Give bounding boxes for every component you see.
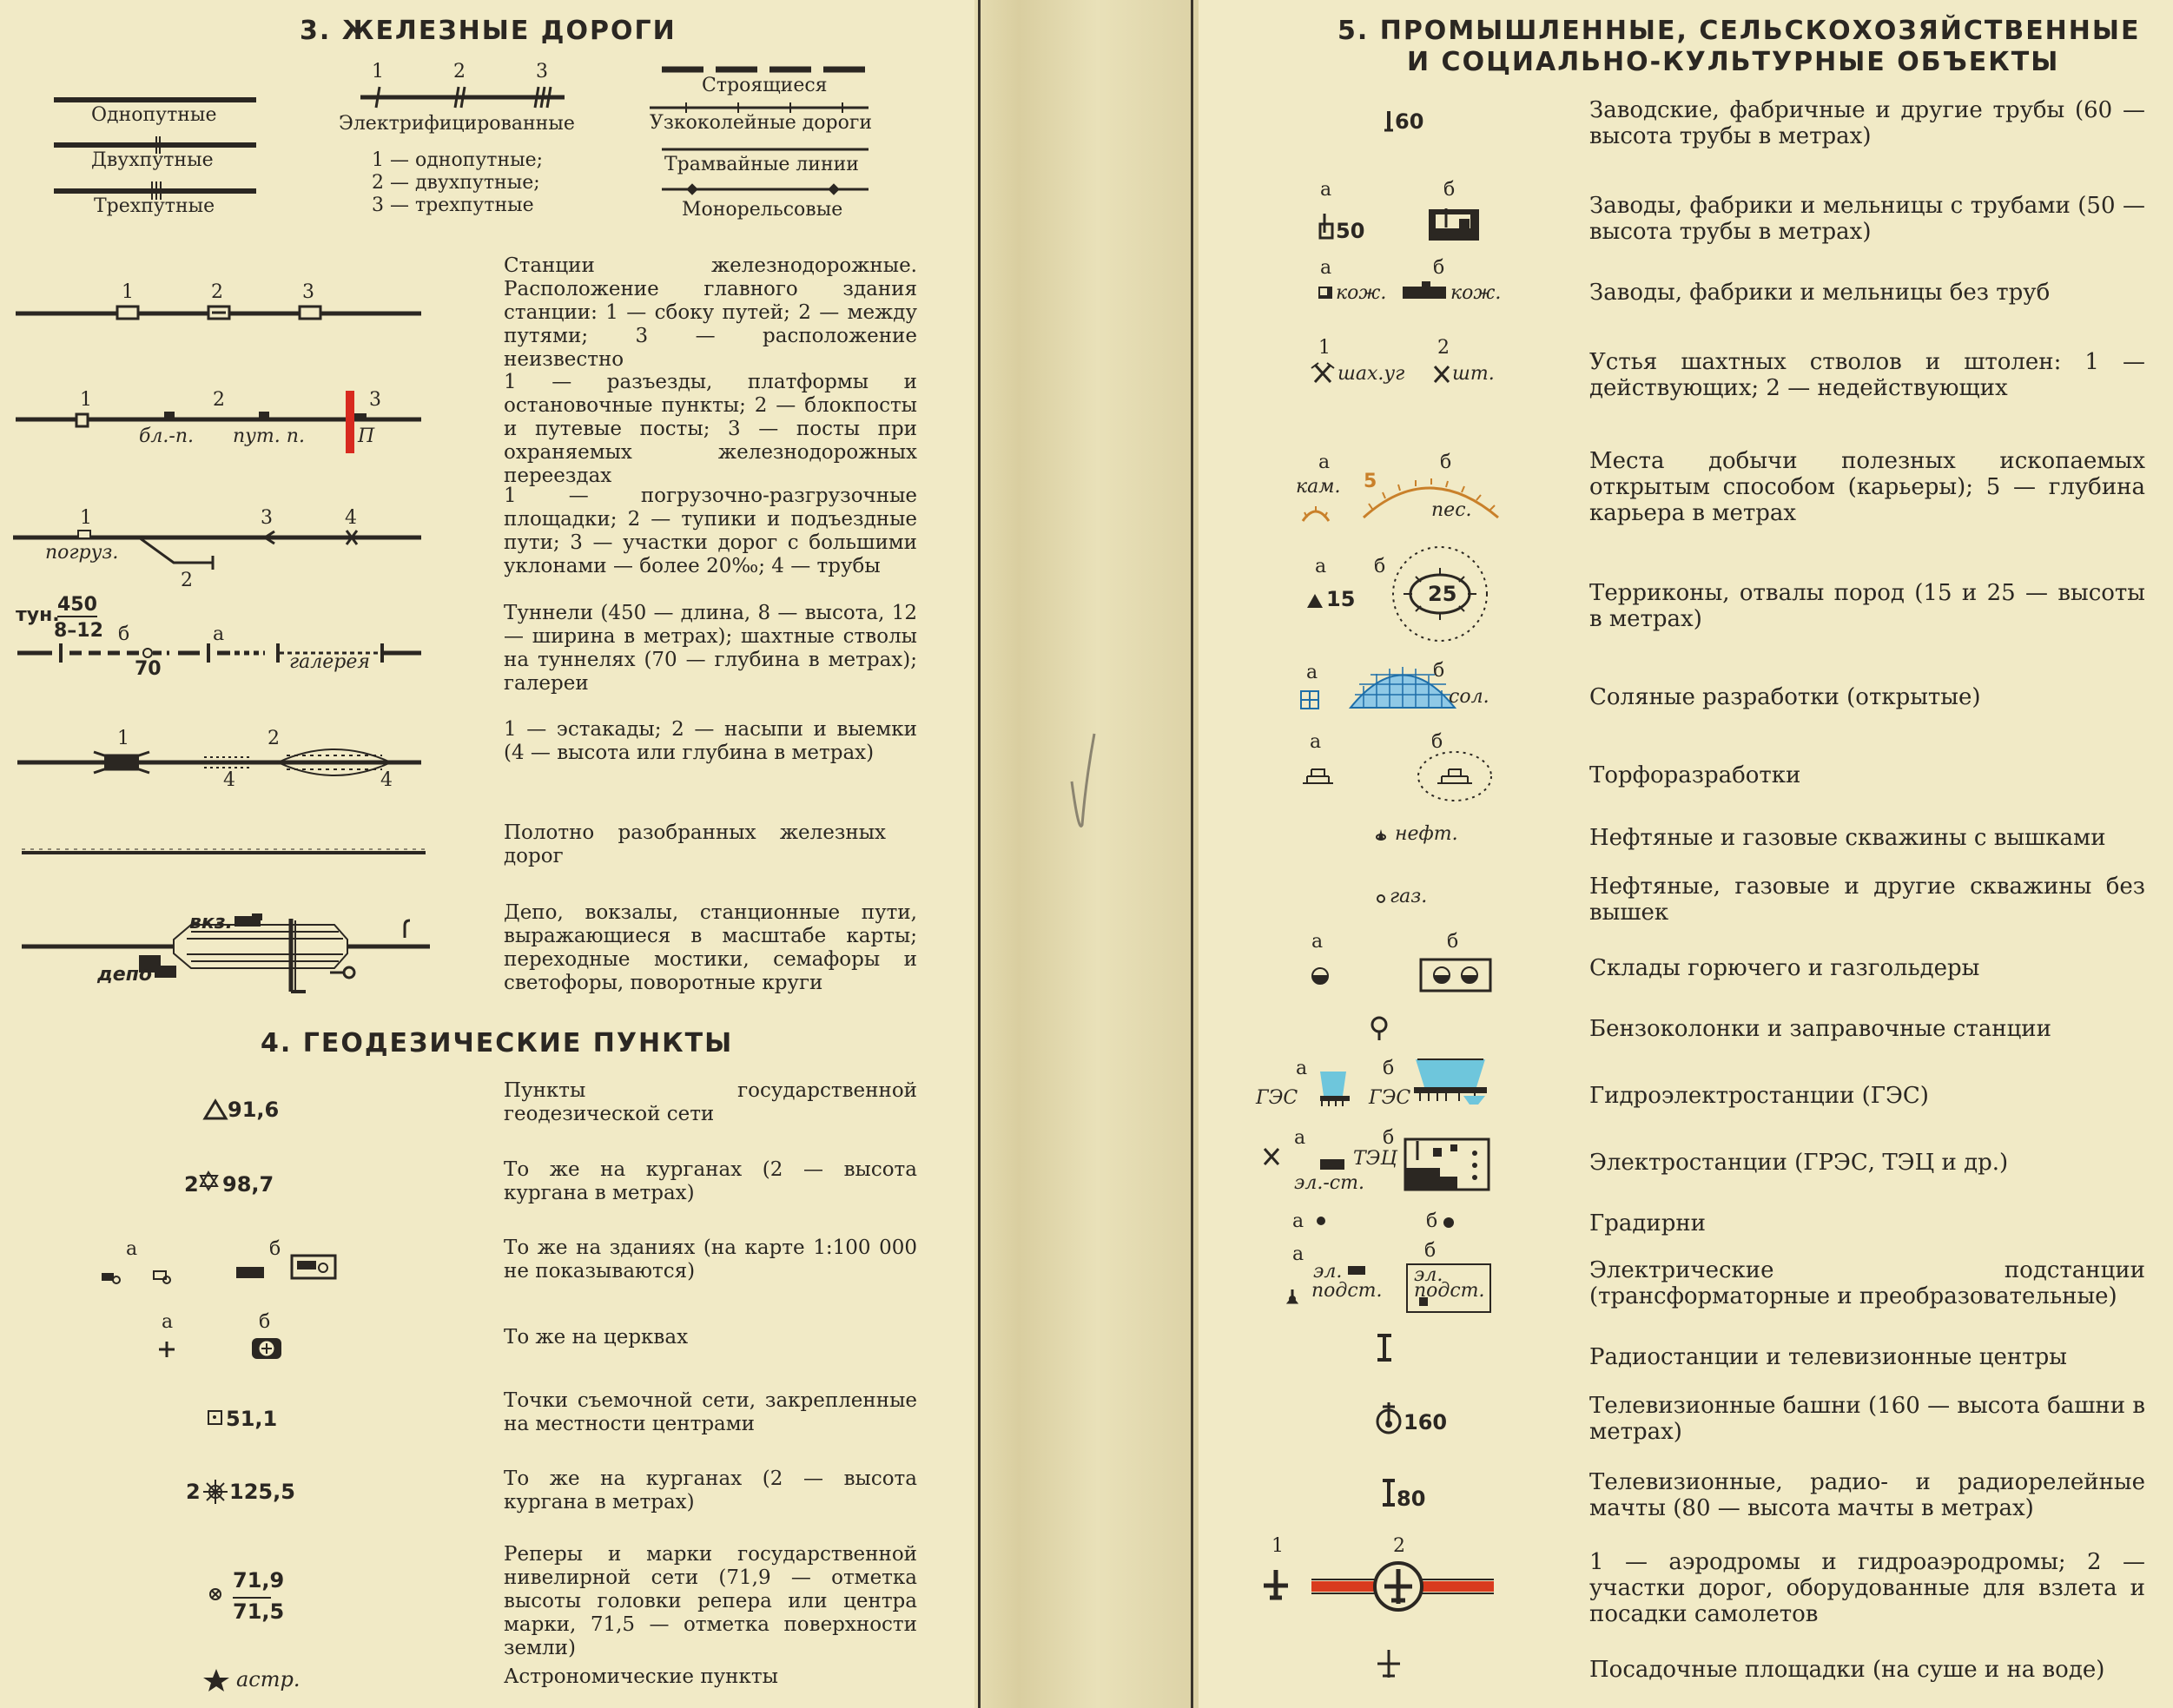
ges-b-label: б <box>1383 1058 1395 1079</box>
fuel-b-label: б <box>1447 931 1459 953</box>
narrow-gauge-label: Узкоколейные дороги <box>650 112 873 134</box>
station-building-label: вкз. <box>189 912 233 933</box>
entry-tunnels: Туннели (450 — длина, 8 — высота, 12 — ширина в метрах); шахтные стволы на туннелях (70 — глубина в метрах); галереи <box>504 602 917 695</box>
substation-podst-b: подст. <box>1414 1280 1485 1302</box>
entry-wells: Нефтяные, газовые и другие скважины без вышек <box>1589 874 2145 926</box>
entry-stations: Станции железнодорожные. Расположение главного здания станции: 1 — сбоку путей; 2 — между путями; 3 — расположение неизвестно <box>504 254 917 371</box>
section-title-industrial-1: 5. ПРОМЫШЛЕННЫЕ, СЕЛЬСКОХОЗЯЙСТВЕННЫЕ <box>1337 16 2141 46</box>
entry-cooling: Градирни <box>1589 1210 1706 1236</box>
power-b-label: б <box>1383 1127 1395 1149</box>
book-gutter <box>974 0 1199 1708</box>
trackpost-label: пут. п. <box>233 425 305 447</box>
entry-depot: Депо, вокзалы, станционные пути, выражающиеся в масштабе карты; переходные мостики, семафоры и светофоры, поворотные круги <box>504 901 917 994</box>
elec-num-3: 3 <box>536 61 548 82</box>
elec-legend-1: 1 — однопутные; <box>372 149 544 171</box>
quarry-kam-label: кам. <box>1296 476 1341 498</box>
salt-sol-label: сол. <box>1449 686 1489 708</box>
entry-landing: Посадочные площадки (на суше и на воде) <box>1589 1657 2105 1683</box>
loading-num-3: 3 <box>261 507 273 529</box>
entry-petrol: Бензоколонки и заправочные станции <box>1589 1016 2051 1042</box>
salt-b-label: б <box>1433 660 1445 682</box>
entry-oil-derricks: Нефтяные и газовые скважины с вышками <box>1589 825 2106 851</box>
chimney-height: 60 <box>1395 109 1424 134</box>
entry-tv-towers: Телевизионные башни (160 — высота башни в метрах) <box>1589 1393 2145 1445</box>
elec-num-2: 2 <box>453 61 466 82</box>
tv-tower-height: 160 <box>1404 1410 1448 1434</box>
bridge-num-4b: 4 <box>380 769 393 791</box>
bridge-num-2: 2 <box>267 728 280 749</box>
mine-num-2: 2 <box>1437 337 1450 359</box>
bridge-num-1: 1 <box>117 728 129 749</box>
entry-power: Электростанции (ГРЭС, ТЭЦ и др.) <box>1589 1150 2009 1176</box>
bridge-num-4a: 4 <box>223 769 235 791</box>
section-title-railways: 3. ЖЕЛЕЗНЫЕ ДОРОГИ <box>300 16 677 46</box>
tunnel-b-label: б <box>118 623 130 645</box>
entry-sidings: 1 — разъезды, платформы и остановочные пункты; 2 — блокпосты и путевые посты; 3 — посты при охраняемых железнодорожных переездах <box>504 371 917 487</box>
geo-church-b: б <box>259 1311 271 1333</box>
gas-label: газ. <box>1390 886 1428 907</box>
siding-num-1: 1 <box>80 389 92 411</box>
geo-entry-survey-kurgans: То же на курганах (2 — высота кургана в метрах) <box>504 1467 917 1513</box>
track-double-label: Двухпутные <box>91 149 214 171</box>
mine-num-1: 1 <box>1318 337 1331 359</box>
pencil-tick-mark <box>1070 729 1096 851</box>
ges-b-abbr: ГЭС <box>1369 1087 1411 1109</box>
quarry-b-label: б <box>1440 452 1452 473</box>
elec-num-1: 1 <box>372 61 384 82</box>
airfield-num-1: 1 <box>1271 1535 1284 1557</box>
entry-factories-chimney: Заводы, фабрики и мельницы с трубами (50 — высота трубы в метрах) <box>1589 193 2145 245</box>
tunnel-length: 450 <box>57 594 97 616</box>
monorail-label: Монорельсовые <box>682 199 843 221</box>
entry-radio: Радиостанции и телевизионные центры <box>1589 1344 2067 1370</box>
elec-legend-3: 3 — трехпутные <box>372 195 534 216</box>
geo-entry-churches: То же на церквах <box>504 1326 689 1349</box>
entry-masts: Телевизионные, радио- и радиорелейные мачты (80 — высота мачты в метрах) <box>1589 1469 2145 1521</box>
astro-label: астр. <box>236 1667 301 1692</box>
factory-koj-b: кож. <box>1450 282 1502 304</box>
geo-entry-state-net: Пункты государственной геодезической сети <box>504 1079 917 1125</box>
entry-bridges: 1 — эстакады; 2 — насыпи и выемки (4 — высота или глубина в метрах) <box>504 718 917 764</box>
quarry-pes-label: пес. <box>1431 499 1472 521</box>
geo-point-value: 91,6 <box>228 1098 280 1122</box>
entry-loading: 1 — погрузочно-разгрузочные площадки; 2 — тупики и подъездные пути; 3 — участки дорог с большими уклонами — более 20‰; 4 — трубы <box>504 485 917 577</box>
tec-label: ТЭЦ <box>1353 1148 1397 1170</box>
tunnel-abbr: тун. <box>16 604 60 626</box>
entry-peat: Торфоразработки <box>1589 762 1801 788</box>
terricon-b-label: б <box>1374 556 1386 577</box>
terricon-a-height: 15 <box>1326 587 1356 611</box>
loading-num-2: 2 <box>181 570 193 591</box>
section-title-industrial-2: И СОЦИАЛЬНО-КУЛЬТУРНЫЕ ОБЪЕКТЫ <box>1407 47 2060 77</box>
building-label: Строящиеся <box>702 75 828 96</box>
siding-num-3: 3 <box>369 389 381 411</box>
blockpost-label: бл.-п. <box>139 425 195 447</box>
geo-entry-buildings: То же на зданиях (на карте 1:100 000 не показываются) <box>504 1236 917 1283</box>
entry-factories-no-chimney: Заводы, фабрики и мельницы без труб <box>1589 280 2051 306</box>
geo-entry-survey: Точки съемочной сети, закрепленные на местности центрами <box>504 1389 917 1435</box>
salt-a-label: а <box>1306 662 1318 683</box>
peat-b-label: б <box>1431 731 1443 753</box>
geodesic-symbols-drawing <box>0 0 974 1708</box>
depot-label: депо <box>97 964 153 986</box>
geo-building-a: а <box>126 1238 138 1260</box>
ges-a-abbr: ГЭС <box>1256 1087 1298 1109</box>
substation-el-a: эл. <box>1313 1261 1343 1283</box>
station-num-3: 3 <box>302 281 314 303</box>
elst-label: эл.-ст. <box>1294 1172 1364 1194</box>
geo-building-b: б <box>269 1238 281 1260</box>
mast-height: 80 <box>1397 1487 1426 1511</box>
entry-mines: Устья шахтных стволов и штолен: 1 — действующих; 2 — недействующих <box>1589 349 2145 401</box>
right-page <box>1199 0 2173 1708</box>
tram-label: Трамвайные линии <box>664 154 859 175</box>
loading-num-4: 4 <box>345 507 357 529</box>
factory-a-label: а <box>1320 179 1332 201</box>
geo-kurgan-height: 2 <box>184 1172 199 1197</box>
entry-substations: Электрические подстанции (трансформаторные и преобразовательные) <box>1589 1257 2145 1309</box>
entry-salt: Соляные разработки (открытые) <box>1589 684 1981 710</box>
cooling-a-label: а <box>1292 1210 1304 1232</box>
track-single-label: Однопутные <box>91 104 217 126</box>
terricon-a-label: а <box>1315 556 1327 577</box>
tunnel-dims: 8–12 <box>54 620 103 642</box>
geo-entry-astro: Астрономические пункты <box>504 1665 778 1688</box>
factory-chimney-height: 50 <box>1336 219 1365 243</box>
siding-num-2: 2 <box>213 389 225 411</box>
section-title-geodesic: 4. ГЕОДЕЗИЧЕСКИЕ ПУНКТЫ <box>261 1028 734 1058</box>
mine-shax-label: шах.уг <box>1337 363 1405 385</box>
substation-b-label: б <box>1424 1240 1437 1262</box>
entry-quarries: Места добычи полезных ископаемых открытым способом (карьеры); 5 — глубина карьера в метрах <box>1589 448 2145 526</box>
entry-hydro: Гидроэлектростанции (ГЭС) <box>1589 1083 1929 1109</box>
benchmark-ground-value: 71,5 <box>233 1599 285 1624</box>
industrial-symbols-drawing <box>1199 0 2173 1708</box>
peat-a-label: а <box>1310 731 1322 753</box>
gallery-label: галерея <box>289 651 370 673</box>
factory-nochimney-a: а <box>1320 257 1332 279</box>
entry-airfields: 1 — аэродромы и гидроаэродромы; 2 — участки дорог, оборудованные для взлета и посадки самолетов <box>1589 1549 2145 1627</box>
power-a-label: а <box>1294 1127 1306 1149</box>
substation-podst-a: подст. <box>1311 1280 1383 1302</box>
factory-b-label: б <box>1443 179 1456 201</box>
survey-point-value: 51,1 <box>226 1407 278 1431</box>
entry-chimneys: Заводские, фабричные и другие трубы (60 — высота трубы в метрах) <box>1589 97 2145 149</box>
elec-label: Электрифицированные <box>339 113 575 135</box>
track-triple-label: Трехпутные <box>94 195 215 217</box>
entry-fuel-storage: Склады горючего и газгольдеры <box>1589 955 1980 981</box>
geo-kurgan-value: 98,7 <box>222 1172 274 1197</box>
survey-kurgan-height: 2 <box>186 1480 201 1504</box>
terricon-b-height: 25 <box>1428 582 1457 606</box>
fuel-a-label: а <box>1311 931 1324 953</box>
substation-el-b: эл. <box>1414 1264 1443 1286</box>
left-page <box>0 0 974 1708</box>
factory-nochimney-b: б <box>1433 257 1445 279</box>
elec-legend-2: 2 — двухпутные; <box>372 172 540 194</box>
station-num-1: 1 <box>122 281 134 303</box>
factory-koj-a: кож. <box>1336 282 1387 304</box>
quarry-depth: 5 <box>1364 471 1377 492</box>
geo-church-a: а <box>162 1311 174 1333</box>
crossing-post-label: П <box>358 425 375 447</box>
cooling-b-label: б <box>1426 1210 1438 1232</box>
geo-entry-benchmarks: Реперы и марки государственной нивелирной сети (71,9 — отметка высоты головки репера или центра марки, 71,5 — отметка поверхности земли) <box>504 1543 917 1659</box>
oil-label: нефт. <box>1395 823 1458 845</box>
survey-kurgan-value: 125,5 <box>229 1480 295 1504</box>
airfield-num-2: 2 <box>1393 1535 1405 1557</box>
benchmark-top-value: 71,9 <box>233 1568 285 1593</box>
tunnel-a-label: а <box>213 623 225 645</box>
station-num-2: 2 <box>211 281 223 303</box>
mine-sht-label: шт. <box>1452 363 1495 385</box>
geo-entry-kurgans: То же на курганах (2 — высота кургана в метрах) <box>504 1158 917 1204</box>
entry-terricons: Терриконы, отвалы пород (15 и 25 — высоты в метрах) <box>1589 580 2145 632</box>
substation-a-label: а <box>1292 1243 1304 1265</box>
quarry-a-label: а <box>1318 452 1331 473</box>
ges-a-label: а <box>1296 1058 1308 1079</box>
loading-pogruz-label: погруз. <box>45 542 119 564</box>
loading-num-1: 1 <box>80 507 92 529</box>
entry-dismantled: Полотно разобранных железных дорог <box>504 821 886 867</box>
shaft-depth: 70 <box>135 658 162 680</box>
